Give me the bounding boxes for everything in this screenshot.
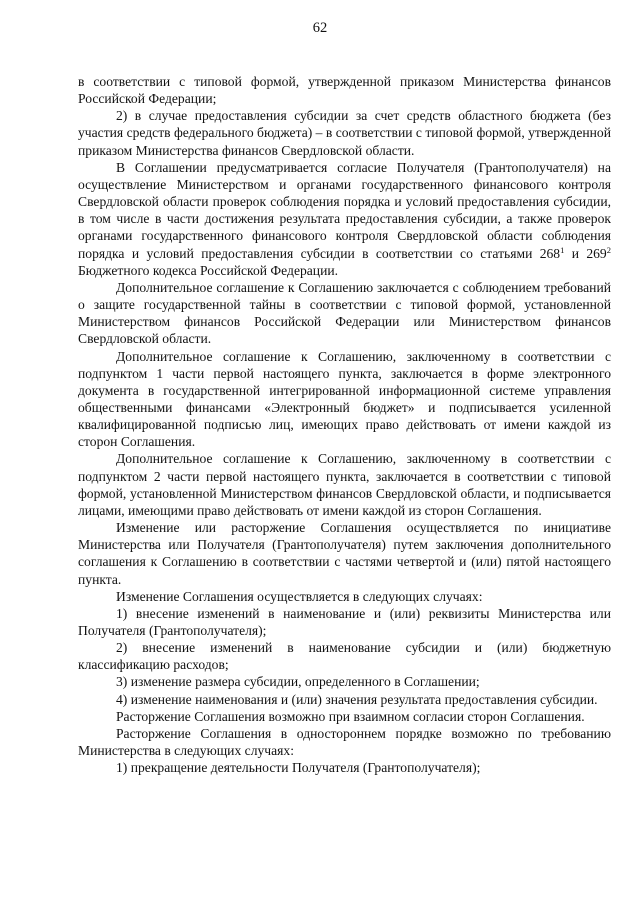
paragraph-9: Расторжение Соглашения возможно при взаимном согласии сторон Соглашения. <box>116 708 585 724</box>
list-item-4: 4) изменение наименования и (или) значения результата предоставления субсидии. <box>116 691 598 707</box>
article-268-superscript: 1 <box>560 244 565 255</box>
list-item-5: 1) прекращение деятельности Получателя (Грантополучателя); <box>116 760 481 776</box>
page-number: 62 <box>312 20 328 36</box>
article-269-superscript: 2 <box>606 244 611 255</box>
paragraph-2: 2) в случае предоставления субсидии за счет средств областного бюджета (без участия средств федерального бюджета) – в соответствии с типовой формой, утвержденной приказом Министерства финансов Свердловской области. <box>78 108 611 158</box>
list-item-3: 3) изменение размера субсидии, определенного в Соглашении; <box>116 674 480 690</box>
document-body <box>78 73 611 776</box>
list-item-2: 2) внесение изменений в наименование субсидии и (или) бюджетную классификацию расходов; <box>78 640 611 673</box>
paragraph-8: Изменение Соглашения осуществляется в следующих случаях: <box>116 588 483 604</box>
paragraph-3-text-middle: и 269 <box>564 245 607 261</box>
paragraph-5: Дополнительное соглашение к Соглашению, заключенному в соответствии с подпунктом 1 части первой настоящего пункта, заключается в форме электронного документа в государственной интегрированной информационной системе управления общественными финансами «Электронный бюджет» и подписывается усиленной квалифицированной подписью лиц, имеющих право действовать от имени каждой из сторон Соглашения. <box>78 348 611 450</box>
paragraph-10: Расторжение Соглашения в одностороннем порядке возможно по требованию Министерства в следующих случаях: <box>78 725 611 759</box>
paragraph-3-text-end: Бюджетного кодекса Российской Федерации. <box>78 262 339 278</box>
list-item-1: 1) внесение изменений в наименование и (или) реквизиты Министерства или Получателя (Грантополучателя); <box>78 605 611 638</box>
paragraph-1: в соответствии с типовой формой, утвержденной приказом Министерства финансов Российской Федерации; <box>78 74 611 107</box>
paragraph-3 <box>78 159 611 279</box>
paragraph-4: Дополнительное соглашение к Соглашению заключается с соблюдением требований о защите государственной тайны в соответствии с типовой формой, установленной Министерством финансов Российской Федерации или Министерством финансов Свердловской области. <box>78 279 611 347</box>
paragraph-6: Дополнительное соглашение к Соглашению, заключенному в соответствии с подпунктом 2 части первой настоящего пункта, заключается в соответствии с типовой формой, установленной Министерством финансов Свердловской области, и подписывается лицами, имеющими право действовать от имени каждой из сторон Соглашения. <box>78 451 611 518</box>
paragraph-3-text: В Соглашении предусматривается согласие Получателя (Грантополучателя) на осуществление Министерством и органами государственного финансового контроля Свердловской области проверок соблюдения порядка и условий предоставления субсидии, в том числе в части достижения результата предоставления субсидии, а также проверок органами государственного финансового контроля Свердловской области соблюдения порядка и условий предоставления субсидии в соответствии со статьями 268 <box>78 159 611 261</box>
paragraph-7: Изменение или расторжение Соглашения осуществляется по инициативе Министерства или Получателя (Грантополучателя) путем заключения дополнительного соглашения к Соглашению в соответствии с частями четвертой и (или) пятой настоящего пункта. <box>78 520 611 587</box>
